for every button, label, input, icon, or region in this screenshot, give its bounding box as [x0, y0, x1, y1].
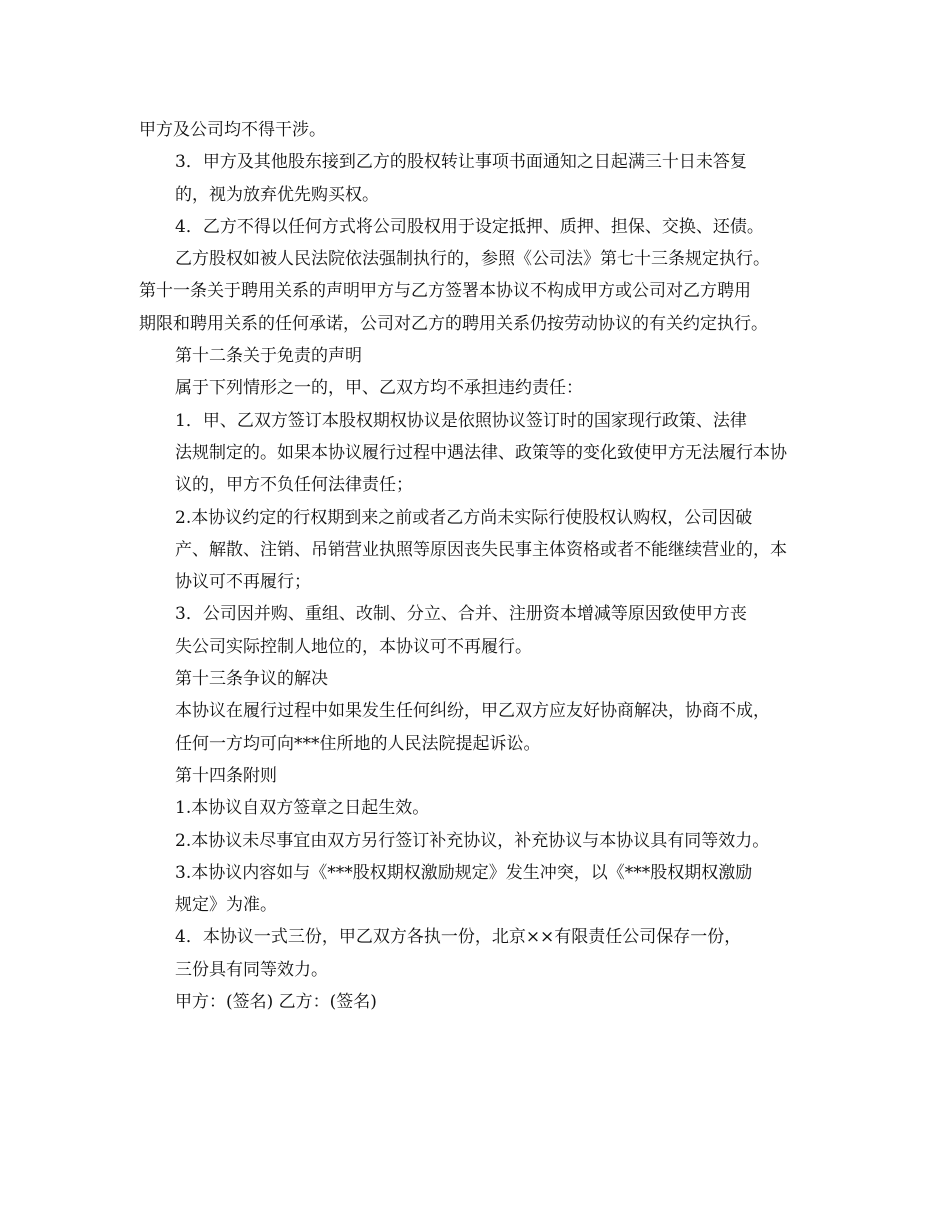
paragraph-line: 的，视为放弃优先购买权。: [175, 184, 379, 205]
paragraph-line: 第十二条关于免责的声明: [175, 346, 362, 367]
paragraph-line: 第十四条附则: [175, 765, 277, 786]
paragraph-line: 4．本协议一式三份，甲乙双方各执一份，北京××有限责任公司保存一份，: [175, 927, 742, 948]
paragraph-line: 本协议在履行过程中如果发生任何纠纷，甲乙双方应友好协商解决，协商不成，: [175, 701, 770, 722]
paragraph-line: 乙方股权如被人民法院依法强制执行的，参照《公司法》第七十三条规定执行。: [175, 249, 770, 270]
document-paragraph: [139, 695, 829, 760]
document-paragraph: [139, 760, 829, 792]
paragraph-line: 规定》为准。: [175, 895, 277, 916]
paragraph-line: 第十三条争议的解决: [175, 669, 328, 690]
paragraph-line: 属于下列情形之一的，甲、乙双方均不承担违约责任：: [175, 378, 583, 399]
document-paragraph: [139, 340, 829, 372]
paragraph-line: 3.本协议内容如与《***股权期权激励规定》发生冲突，以《***股权期权激励: [175, 862, 753, 883]
paragraph-line: 1．甲、乙双方签订本股权期权协议是依照协议签订时的国家现行政策、法律: [175, 410, 747, 431]
document-paragraph: [139, 114, 829, 146]
document-paragraph: [139, 857, 829, 922]
document-paragraph: [139, 405, 829, 502]
paragraph-line: 期限和聘用关系的任何承诺，公司对乙方的聘用关系仍按劳动协议的有关约定执行。: [139, 313, 768, 334]
document-paragraph: [139, 211, 829, 276]
paragraph-line: 甲方及公司均不得干涉。: [139, 120, 326, 140]
document-paragraph: [139, 372, 829, 404]
document-paragraph: [139, 275, 829, 340]
paragraph-line: 任何一方均可向***住所地的人民法院提起诉讼。: [175, 733, 541, 754]
paragraph-line: 产、解散、注销、吊销营业执照等原因丧失民事主体资格或者不能继续营业的，本: [175, 539, 787, 560]
paragraph-line: 2.本协议约定的行权期到来之前或者乙方尚未实际行使股权认购权，公司因破: [175, 507, 753, 528]
paragraph-line: 甲方：(签名) 乙方：(签名): [175, 992, 377, 1013]
paragraph-line: 3．公司因并购、重组、改制、分立、合并、注册资本增减等原因致使甲方丧: [175, 604, 747, 625]
document-paragraph: [139, 825, 829, 857]
paragraph-line: 失公司实际控制人地位的，本协议可不再履行。: [175, 636, 532, 657]
paragraph-line: 议的，甲方不负任何法律责任；: [175, 475, 413, 496]
paragraph-line: 法规制定的。如果本协议履行过程中遇法律、政策等的变化致使甲方无法履行本协: [175, 442, 787, 463]
paragraph-line: 2.本协议未尽事宜由双方另行签订补充协议，补充协议与本协议具有同等效力。: [175, 830, 770, 851]
document-paragraph: [139, 792, 829, 824]
paragraph-line: 协议可不再履行；: [175, 572, 311, 593]
document-body: [139, 114, 829, 1018]
document-paragraph: [139, 146, 829, 211]
document-paragraph: [139, 986, 829, 1018]
paragraph-line: 第十一条关于聘用关系的声明甲方与乙方签署本协议不构成甲方或公司对乙方聘用: [139, 281, 751, 302]
document-paragraph: [139, 502, 829, 599]
paragraph-line: 1.本协议自双方签章之日起生效。: [175, 798, 430, 819]
paragraph-line: 3．甲方及其他股东接到乙方的股权转让事项书面通知之日起满三十日未答复: [175, 152, 747, 173]
document-paragraph: [139, 598, 829, 663]
document-paragraph: [139, 921, 829, 986]
paragraph-line: 三份具有同等效力。: [175, 959, 328, 980]
paragraph-line: 4．乙方不得以任何方式将公司股权用于设定抵押、质押、担保、交换、还债。: [175, 216, 764, 237]
document-paragraph: [139, 663, 829, 695]
